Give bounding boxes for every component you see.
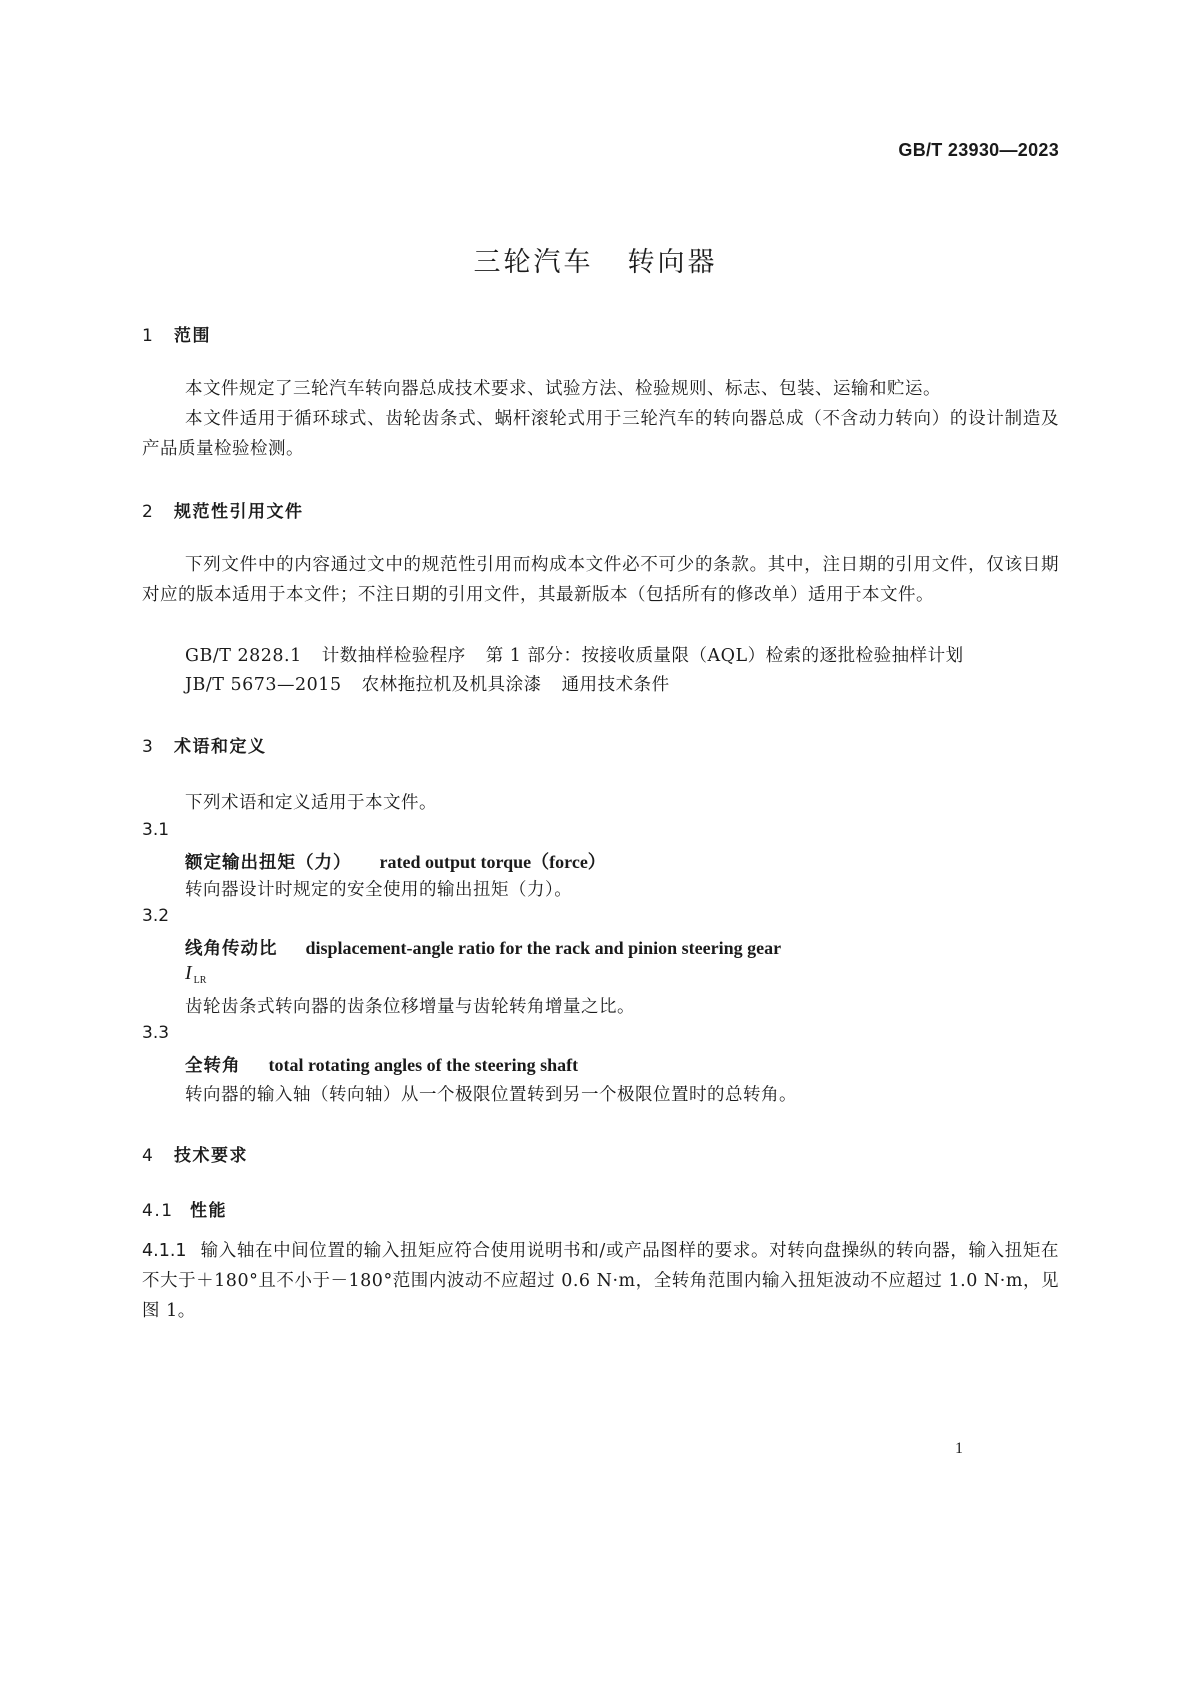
term-heading	[185, 848, 606, 874]
term-english: total rotating angles of the steering shaft	[268, 1055, 579, 1075]
section-1-paragraph-2: 本文件适用于循环球式、齿轮齿条式、蜗杆滚轮式用于三轮汽车的转向器总成（不含动力转向）的设计制造及产品质量检验检测。	[142, 409, 1059, 459]
term-symbol	[185, 962, 206, 986]
term-definition: 齿轮齿条式转向器的齿条位移增量与齿轮转角增量之比。	[185, 997, 635, 1017]
title-part-2: 转向器	[627, 247, 718, 278]
subsection-4-1-heading	[142, 1196, 227, 1221]
reference-title-a: 计数抽样检验程序	[321, 646, 466, 666]
section-3-intro: 下列术语和定义适用于本文件。	[185, 793, 437, 813]
reference-item	[185, 671, 670, 696]
reference-title-b: 第 1 部分：按接收质量限（AQL）检索的逐批检验抽样计划	[485, 646, 964, 666]
paragraph-text: 输入轴在中间位置的输入扭矩应符合使用说明书和/或产品图样的要求。对转向盘操纵的转向器，输入扭矩在不大于＋180°且不小于－180°范围内波动不应超过 0.6 N·m，全转角范围内输入扭矩波动不应超过 1.0 N·m，见图 1。	[142, 1241, 1059, 1321]
section-2-heading	[142, 497, 304, 522]
section-3-heading	[142, 732, 267, 757]
reference-title-a: 农林拖拉机及机具涂漆	[361, 675, 542, 695]
section-number: 2	[142, 502, 155, 522]
term-number: 3.3	[142, 1023, 170, 1043]
reference-title-b: 通用技术条件	[561, 675, 670, 695]
section-number: 4	[142, 1146, 155, 1166]
section-number: 1	[142, 326, 155, 346]
term-chinese: 额定输出扭矩（力）	[185, 853, 352, 873]
paragraph-4-1-1	[142, 1236, 1059, 1326]
section-title: 术语和定义	[174, 737, 267, 757]
term-english: displacement-angle ratio for the rack and pinion steering gear	[305, 938, 782, 958]
section-1-heading	[142, 321, 211, 346]
section-number: 3	[142, 737, 155, 757]
standard-code: GB/T 23930—2023	[898, 140, 1059, 160]
title-part-1: 三轮汽车	[473, 247, 594, 278]
term-chinese: 全转角	[185, 1056, 241, 1076]
subsection-title: 性能	[190, 1201, 227, 1221]
symbol-subscript: LR	[193, 975, 207, 986]
term-number: 3.1	[142, 820, 170, 840]
subsection-number: 4.1	[142, 1201, 174, 1221]
section-2-paragraph: 下列文件中的内容通过文中的规范性引用而构成本文件必不可少的条款。其中，注日期的引用文件，仅该日期对应的版本适用于本文件；不注日期的引用文件，其最新版本（包括所有的修改单）适用于本文件。	[142, 555, 1059, 605]
term-definition: 转向器的输入轴（转向轴）从一个极限位置转到另一个极限位置时的总转角。	[185, 1085, 797, 1105]
page-number: 1	[955, 1440, 963, 1457]
term-number: 3.2	[142, 906, 170, 926]
term-definition: 转向器设计时规定的安全使用的输出扭矩（力）。	[185, 880, 573, 900]
document-title	[0, 240, 1191, 279]
section-title: 技术要求	[174, 1146, 248, 1166]
reference-item	[185, 642, 964, 667]
term-chinese: 线角传动比	[185, 939, 278, 959]
section-4-heading	[142, 1141, 248, 1166]
term-english: rated output torque（force）	[379, 852, 606, 872]
term-heading	[185, 1052, 578, 1077]
reference-code: GB/T 2828.1	[185, 646, 302, 666]
section-title: 范围	[174, 326, 211, 346]
section-title: 规范性引用文件	[174, 502, 304, 522]
term-heading	[185, 935, 781, 960]
paragraph-number: 4.1.1	[142, 1241, 187, 1261]
reference-code: JB/T 5673—2015	[185, 675, 342, 695]
section-1-paragraph-1: 本文件规定了三轮汽车转向器总成技术要求、试验方法、检验规则、标志、包装、运输和贮运。	[185, 379, 941, 399]
symbol-letter: I	[185, 962, 192, 984]
